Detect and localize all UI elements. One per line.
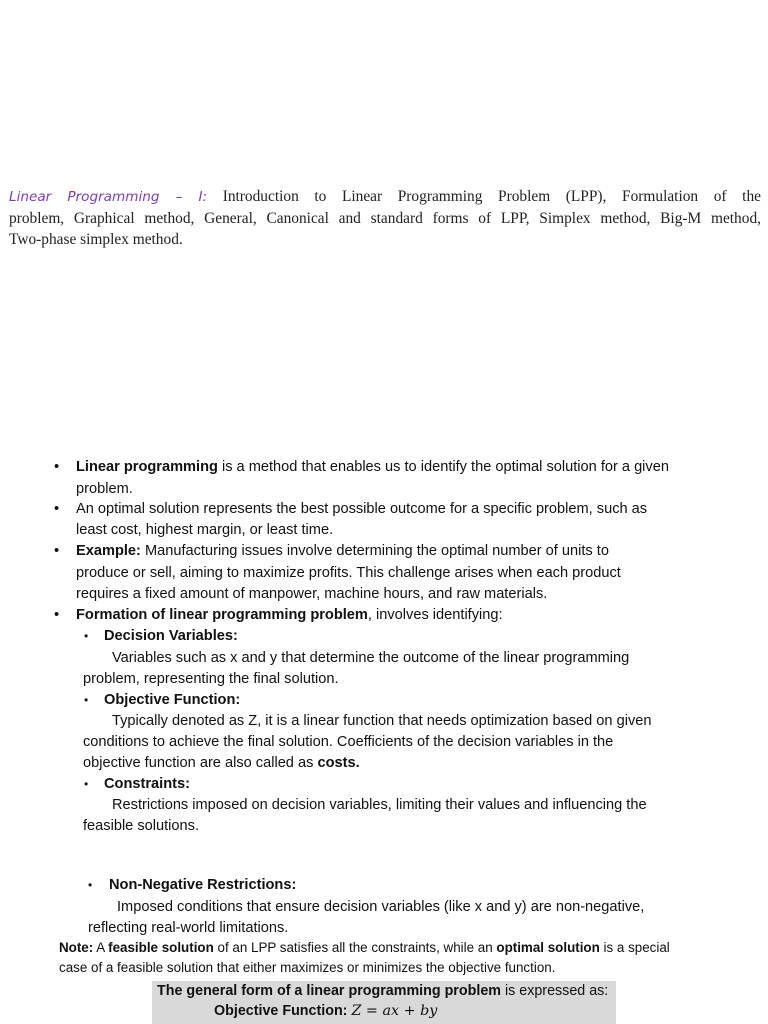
note-text-1: A xyxy=(93,940,109,955)
sub-bullet-marker: • xyxy=(88,878,93,892)
objective-function-heading: Objective Function: xyxy=(104,692,241,708)
constraints-line-2: feasible solutions. xyxy=(83,818,200,834)
bullet-marker: • xyxy=(54,543,60,559)
syllabus-line-1-text: Introduction to Linear Programming Problem (LPP), Formulation of the xyxy=(222,188,761,205)
objective-function-expression: Z = ax + by xyxy=(351,1003,438,1019)
note-text-2: of an LPP satisfies all the constraints, while an xyxy=(213,940,497,955)
syllabus-paragraph xyxy=(9,186,761,250)
bullet-2-line-2: least cost, highest margin, or least time. xyxy=(76,522,334,538)
constraints-line-1: Restrictions imposed on decision variables, limiting their values and influencing the xyxy=(112,797,647,813)
syllabus-title: Linear Programming – I: xyxy=(9,189,208,205)
bullet-3-line-3: requires a fixed amount of manpower, machine hours, and raw materials. xyxy=(76,586,548,602)
general-form-line-2 xyxy=(214,1003,437,1019)
general-form-box xyxy=(152,981,616,1024)
term-optimal-solution: optimal solution xyxy=(496,940,600,955)
general-form-heading: The general form of a linear programming problem xyxy=(157,983,501,999)
term-costs: costs. xyxy=(317,755,360,771)
bullet-marker: • xyxy=(54,459,60,475)
general-form-line-1 xyxy=(157,983,608,999)
bullet-marker: • xyxy=(54,501,60,517)
non-negative-line-1: Imposed conditions that ensure decision variables (like x and y) are non-negative, xyxy=(117,899,645,915)
objective-function-line-3 xyxy=(83,753,360,774)
syllabus-line-2: problem, Graphical method, General, Canonical and standard forms of LPP, Simplex method, Big-M method, xyxy=(9,210,761,227)
constraints-heading: Constraints: xyxy=(104,776,190,792)
decision-variables-line-2: problem, representing the final solution. xyxy=(83,671,339,687)
note-line-1 xyxy=(59,938,670,958)
note-label: Note: xyxy=(59,940,94,955)
non-negative-heading: Non-Negative Restrictions: xyxy=(109,877,297,893)
decision-variables-heading: Decision Variables: xyxy=(104,628,238,644)
syllabus-line-3: Two-phase simplex method. xyxy=(9,231,183,248)
non-negative-line-2: reflecting real-world limitations. xyxy=(88,920,289,936)
objective-function-label: Objective Function: xyxy=(214,1003,348,1019)
bullet-3-line-2: produce or sell, aiming to maximize profits. This challenge arises when each product xyxy=(76,565,621,581)
objective-function-line-1: Typically denoted as Z, it is a linear function that needs optimization based on given xyxy=(112,713,652,729)
bullet-1-line-1 xyxy=(76,457,669,478)
bullet-4-text: , involves identifying: xyxy=(367,607,503,623)
decision-variables-line-1: Variables such as x and y that determine the outcome of the linear programming xyxy=(112,650,630,666)
bullet-3-line-1 xyxy=(76,541,609,562)
term-example: Example: xyxy=(76,543,141,559)
bullet-3-text: Manufacturing issues involve determining the optimal number of units to xyxy=(140,543,609,559)
objective-function-line-2: conditions to achieve the final solution. Coefficients of the decision variables in the xyxy=(83,734,614,750)
term-linear-programming: Linear programming xyxy=(76,459,218,475)
bullet-1-text: is a method that enables us to identify the optimal solution for a given xyxy=(217,459,669,475)
bullet-2-line-1: An optimal solution represents the best possible outcome for a specific problem, such as xyxy=(76,501,648,517)
bullet-marker: • xyxy=(54,607,60,623)
sub-bullet-marker: • xyxy=(84,777,89,791)
note-line-2: case of a feasible solution that either maximizes or minimizes the objective function. xyxy=(59,960,556,975)
sub-bullet-marker: • xyxy=(84,629,89,643)
bullet-1-line-2: problem. xyxy=(76,481,133,497)
term-feasible-solution: feasible solution xyxy=(108,940,214,955)
bullet-4-line-1 xyxy=(76,605,503,626)
syllabus-line-1 xyxy=(9,186,761,208)
general-form-text: is expressed as: xyxy=(500,983,609,999)
note-text-3: is a special xyxy=(599,940,670,955)
sub-bullet-marker: • xyxy=(84,693,89,707)
objective-function-line-3-text: objective function are also called as xyxy=(83,755,318,771)
term-formation: Formation of linear programming problem xyxy=(76,607,368,623)
